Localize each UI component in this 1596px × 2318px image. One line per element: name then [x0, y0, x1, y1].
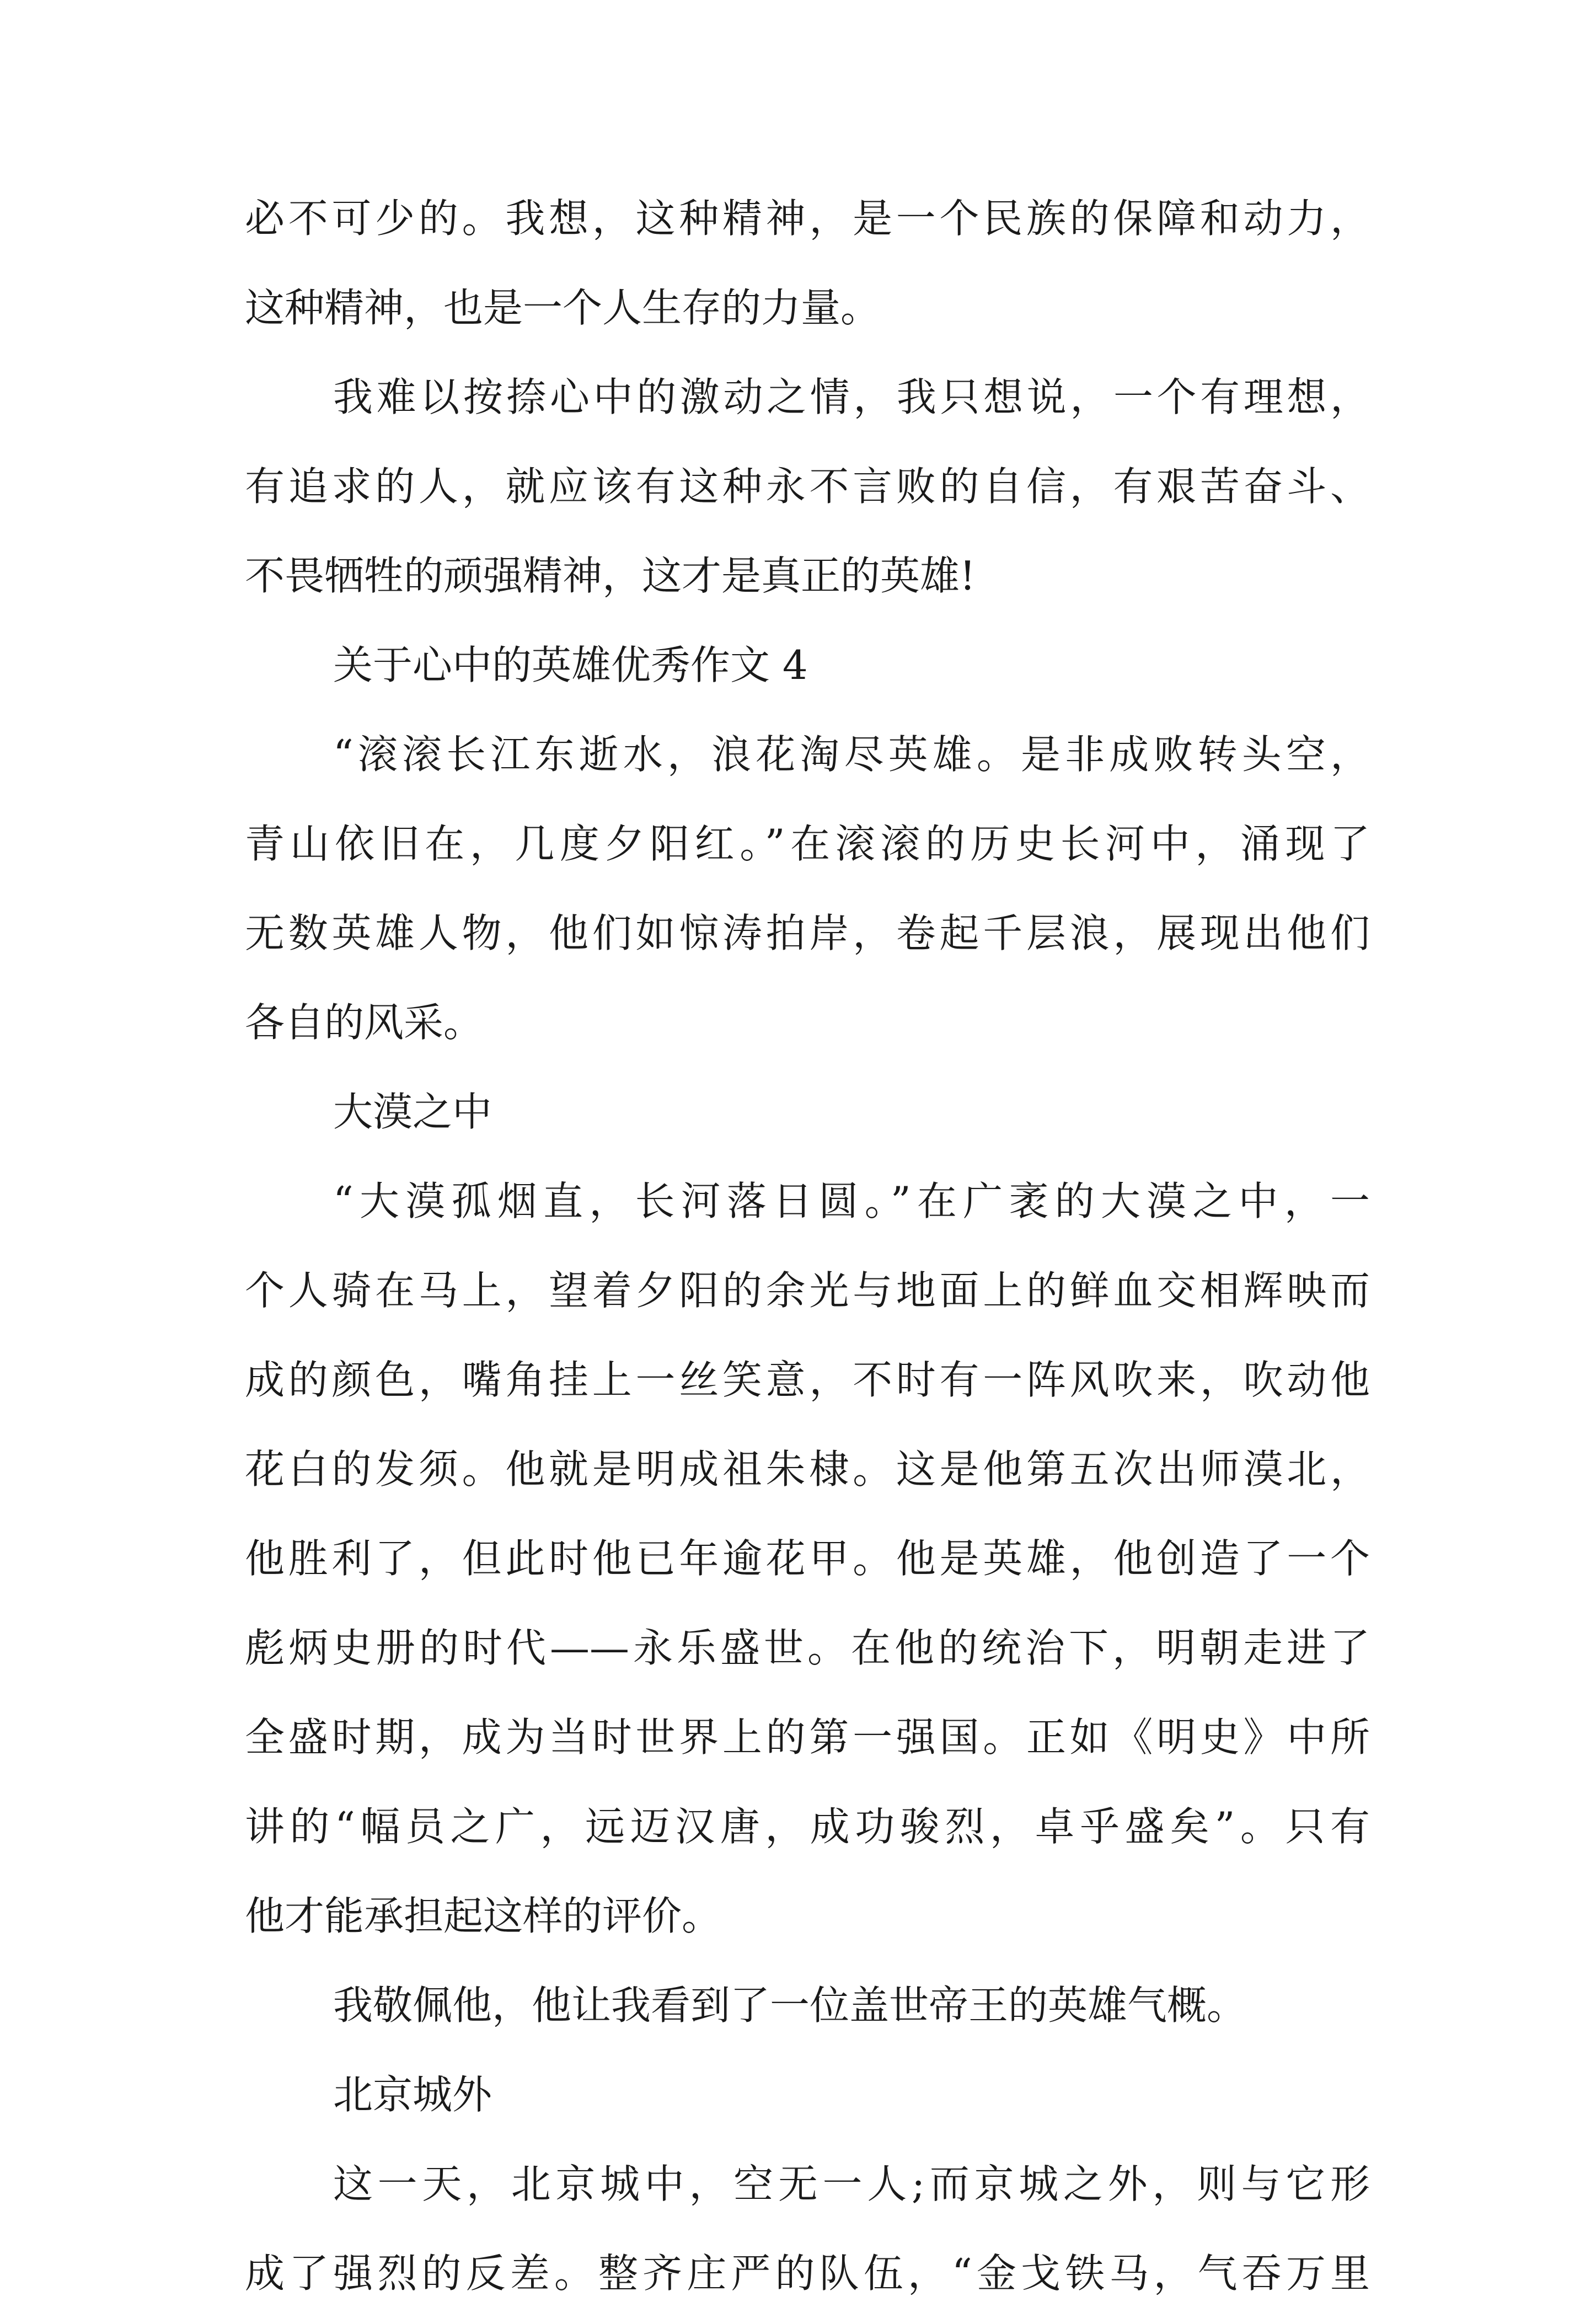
- text-line: 成的颜色，嘴角挂上一丝笑意，不时有一阵风吹来，吹动他: [245, 1357, 1370, 1403]
- text-line: 这一天，北京城中，空无一人;而京城之外，则与它形: [333, 2161, 1370, 2207]
- text-line: “滚滚长江东逝水，浪花淘尽英雄。是非成败转头空，: [333, 731, 1370, 778]
- text-line: 成了强烈的反差。整齐庄严的队伍，“金戈铁马，气吞万里: [245, 2250, 1370, 2296]
- text-line: 全盛时期，成为当时世界上的第一强国。正如《明史》中所: [245, 1714, 1370, 1760]
- text-line: 我敬佩他，他让我看到了一位盖世帝王的英雄气概。: [333, 1982, 1247, 2028]
- section-heading: 大漠之中: [333, 1089, 492, 1135]
- text-line: “大漠孤烟直，长河落日圆。”在广袤的大漠之中，一: [333, 1178, 1370, 1224]
- text-line: 这种精神，也是一个人生存的力量。: [245, 285, 881, 331]
- text-line: 讲的“幅员之广，远迈汉唐，成功骏烈，卓乎盛矣”。只有: [245, 1803, 1370, 1850]
- section-heading: 北京城外: [333, 2071, 492, 2118]
- text-line: 无数英雄人物，他们如惊涛拍岸，卷起千层浪，展现出他们: [245, 910, 1370, 956]
- text-line: 彪炳史册的时代——永乐盛世。在他的统治下，明朝走进了: [245, 1625, 1370, 1671]
- text-line: 各自的风采。: [245, 999, 484, 1046]
- essay-heading: 关于心中的英雄优秀作文 4: [333, 642, 808, 688]
- text-line: 不畏牺牲的顽强精神，这才是真正的英雄!: [245, 553, 976, 599]
- document-body: [245, 174, 1370, 2318]
- text-line: 花白的发须。他就是明成祖朱棣。这是他第五次出师漠北，: [245, 1446, 1370, 1492]
- text-line: 个人骑在马上，望着夕阳的余光与地面上的鲜血交相辉映而: [245, 1267, 1370, 1314]
- text-line: 他才能承担起这样的评价。: [245, 1893, 722, 1939]
- text-line: 我难以按捺心中的激动之情，我只想说，一个有理想，: [333, 374, 1370, 420]
- text-line: 青山依旧在，几度夕阳红。”在滚滚的历史长河中，涌现了: [245, 821, 1370, 867]
- text-line: 他胜利了，但此时他已年逾花甲。他是英雄，他创造了一个: [245, 1535, 1370, 1582]
- text-line: 必不可少的。我想，这种精神，是一个民族的保障和动力，: [245, 195, 1370, 242]
- text-line: 有追求的人，就应该有这种永不言败的自信，有艰苦奋斗、: [245, 463, 1370, 510]
